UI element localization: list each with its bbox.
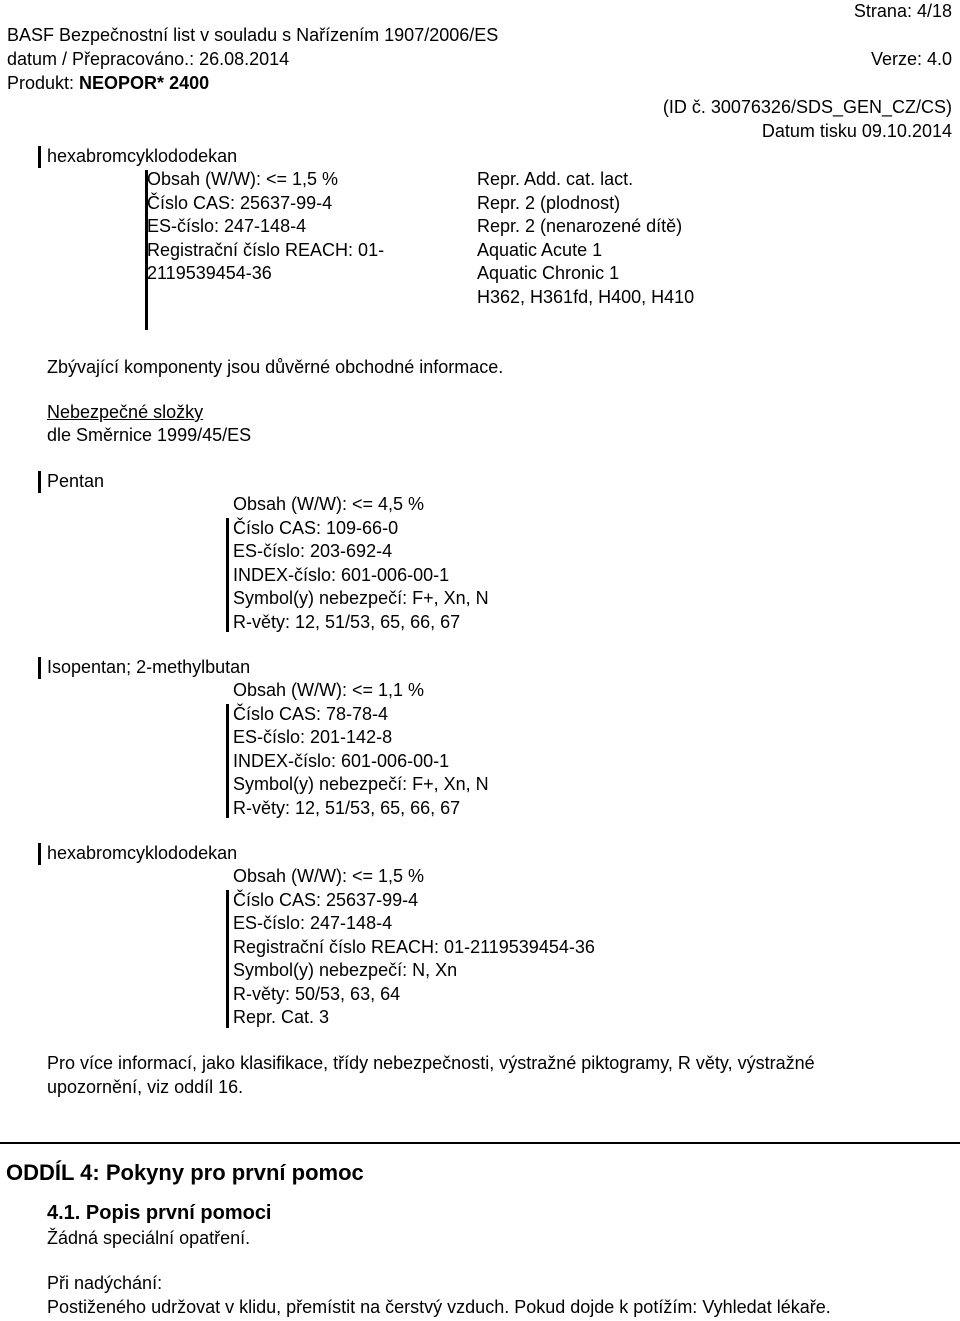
more-info-line: Pro více informací, jako klasifikace, třídy nebezpečnosti, výstražné piktogramy, R věty, výstražné	[47, 1053, 815, 1073]
detail-line: Symbol(y) nebezpečí: F+, Xn, N	[233, 588, 489, 608]
detail-line: Obsah (W/W): <= 4,5 %	[233, 494, 425, 514]
section-divider	[0, 1142, 960, 1144]
detail-line: R-věty: 50/53, 63, 64	[233, 983, 401, 1004]
detail-line: INDEX-číslo: 601-006-00-1	[233, 564, 450, 585]
print-date: Datum tisku 09.10.2014	[761, 121, 952, 141]
component-name: Isopentan; 2-methylbutan	[47, 657, 251, 677]
component-details	[233, 493, 489, 634]
component-name: hexabromcyklododekan	[47, 843, 238, 863]
subsection-text: Žádná speciální opatření.	[47, 1228, 251, 1248]
detail-line: INDEX-číslo: 601-006-00-1	[233, 750, 450, 771]
detail-line: Symbol(y) nebezpečí: N, Xn	[233, 960, 458, 980]
product-line	[7, 72, 209, 96]
product-name: NEOPOR* 2400	[79, 73, 210, 93]
detail-line: ES-číslo: 203-692-4	[233, 541, 393, 561]
detail-line: Obsah (W/W): <= 1,5 %	[147, 169, 339, 189]
detail-line: 2119539454-36	[147, 263, 272, 283]
version: Verze: 4.0	[870, 49, 952, 69]
component-name: Pentan	[47, 471, 105, 491]
detail-line: Repr. Cat. 3	[233, 1007, 330, 1027]
page-number: Strana: 4/18	[853, 1, 952, 21]
classification-line: H362, H361fd, H400, H410	[477, 286, 695, 307]
document-id: (ID č. 30076326/SDS_GEN_CZ/CS)	[662, 97, 952, 117]
classification-line: Repr. 2 (plodnost)	[477, 192, 621, 213]
component-name: hexabromcyklododekan	[47, 146, 238, 166]
inhalation-heading: Při nadýchání:	[47, 1273, 163, 1293]
classification-line: Repr. 2 (nenarozené dítě)	[477, 216, 683, 236]
detail-line: Obsah (W/W): <= 1,5 %	[233, 866, 425, 886]
classification-line: Aquatic Acute 1	[477, 239, 603, 260]
entry-detail-bar	[226, 890, 229, 1028]
inhalation-text: Postiženého udržovat v klidu, přemístit na čerstvý vzduch. Pokud dojde k potížím: Vyhledat lékaře.	[47, 1297, 831, 1317]
product-label: Produkt:	[7, 73, 80, 93]
entry-detail-bar	[226, 518, 229, 632]
detail-line: R-věty: 12, 51/53, 65, 66, 67	[233, 797, 461, 818]
detail-line: Registrační číslo REACH: 01-	[147, 239, 385, 260]
entry-marker	[38, 843, 41, 865]
confidential-note: Zbývající komponenty jsou důvěrné obchodné informace.	[47, 357, 504, 377]
entry-detail-bar	[226, 704, 229, 818]
detail-line: Registrační číslo REACH: 01-2119539454-36	[233, 936, 595, 957]
more-info-text	[47, 1052, 815, 1099]
detail-line: ES-číslo: 247-148-4	[147, 216, 307, 236]
detail-line: Číslo CAS: 25637-99-4	[233, 889, 419, 910]
detail-line: ES-číslo: 201-142-8	[233, 727, 393, 747]
detail-line: Číslo CAS: 25637-99-4	[147, 192, 333, 213]
detail-line: Číslo CAS: 109-66-0	[233, 517, 399, 538]
component-classification	[477, 168, 694, 309]
detail-line: Obsah (W/W): <= 1,1 %	[233, 680, 425, 700]
hazard-subheading: dle Směrnice 1999/45/ES	[47, 425, 252, 445]
document-title: BASF Bezpečnostní list v souladu s Nařízením 1907/2006/ES	[7, 25, 499, 45]
section-title: ODDÍL 4: Pokyny pro první pomoc	[6, 1160, 364, 1185]
entry-marker	[38, 657, 41, 679]
entry-marker	[38, 146, 41, 168]
detail-line: Symbol(y) nebezpečí: F+, Xn, N	[233, 774, 489, 794]
entry-marker	[38, 471, 41, 493]
detail-line: Číslo CAS: 78-78-4	[233, 703, 389, 724]
subsection-title: 4.1. Popis první pomoci	[47, 1202, 272, 1224]
more-info-line: upozornění, viz oddíl 16.	[47, 1076, 244, 1097]
detail-line: R-věty: 12, 51/53, 65, 66, 67	[233, 611, 461, 632]
classification-line: Aquatic Chronic 1	[477, 263, 620, 283]
component-details	[233, 865, 595, 1030]
hazard-heading: Nebezpečné složky	[47, 402, 204, 422]
component-details	[233, 679, 489, 820]
detail-line: ES-číslo: 247-148-4	[233, 913, 393, 933]
component-details-left	[147, 168, 384, 286]
revision-date: datum / Přepracováno.: 26.08.2014	[7, 49, 290, 69]
classification-line: Repr. Add. cat. lact.	[477, 169, 634, 189]
